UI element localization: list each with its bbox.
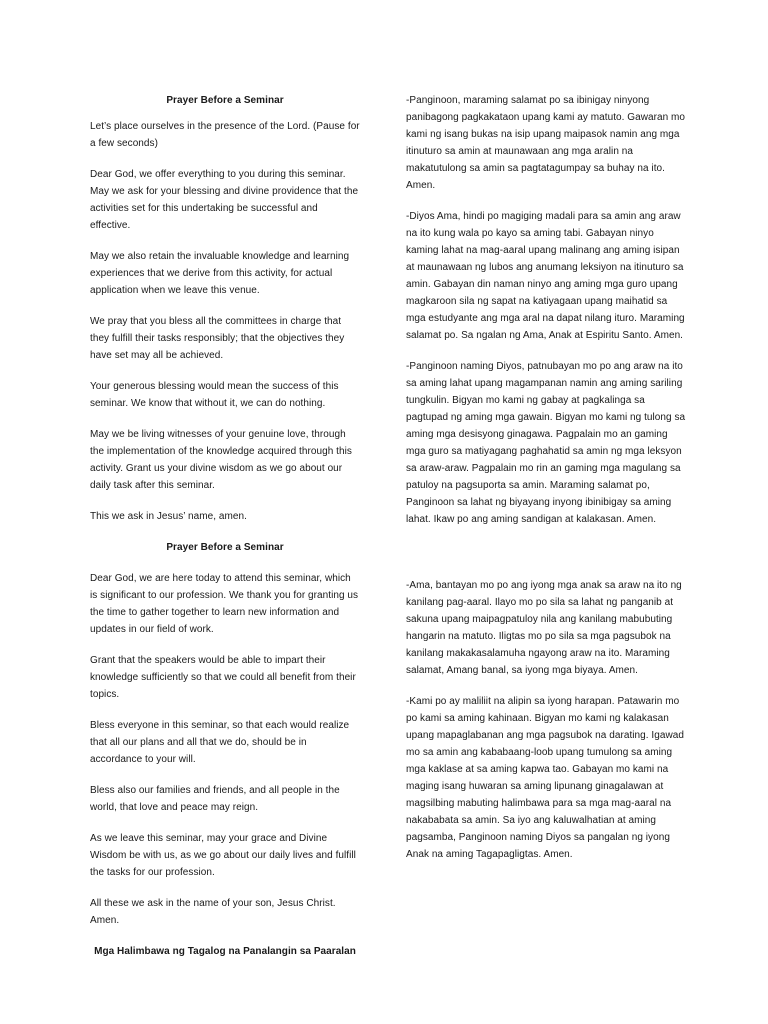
paragraph: As we leave this seminar, may your grace and Divine Wisdom be with us, as we go about our daily lives and fulfill the tasks for our profession. bbox=[90, 833, 356, 878]
paragraph: May we be living witnesses of your genuine love, through the implementation of the knowledge acquired through this activity. Grant us your divine wisdom as we go about our daily task after this seminar. bbox=[90, 429, 352, 491]
paragraph: Dear God, we are here today to attend this seminar, which is significant to our profession. We thank you for granting us the time to gather together to learn new information and updates in our field of work. bbox=[90, 573, 359, 635]
left-column bbox=[90, 92, 360, 960]
paragraph: Your generous blessing would mean the success of this seminar. We know that without it, we can do nothing. bbox=[90, 381, 339, 409]
tagalog-prayer: -Ama, bantayan mo po ang iyong mga anak sa araw na ito ng kanilang pag-aaral. Ilayo mo po sila sa lahat ng panganib at sakuna upang maipagpatuloy nila ang kanilang mabubuting hangarin na matuto. Iligtas mo po sila sa mga pagsubok na kanilang makakasalamuha ngayong araw na ito. Maraming salamat, Amang banal, sa iyong mga biyaya. Amen. bbox=[406, 580, 682, 676]
tagalog-prayers-title: Mga Halimbawa ng Tagalog na Panalangin sa Paaralan bbox=[94, 946, 356, 957]
paragraph: Bless everyone in this seminar, so that each would realize that all our plans and all that we do, should be in accordance to your will. bbox=[90, 720, 350, 765]
paragraph: All these we ask in the name of your son, Jesus Christ. Amen. bbox=[90, 898, 336, 926]
paragraph: Bless also our families and friends, and all people in the world, that love and peace may reign. bbox=[90, 785, 340, 813]
paragraph: Let’s place ourselves in the presence of the Lord. (Pause for a few seconds) bbox=[90, 121, 360, 149]
paragraph: Dear God, we offer everything to you during this seminar. May we ask for your blessing and divine providence that the activities set for this undertaking be successful and effective. bbox=[90, 169, 359, 231]
prayer-title-1: Prayer Before a Seminar bbox=[166, 95, 284, 106]
paragraph: Grant that the speakers would be able to impart their knowledge sufficiently so that we could all benefit from their topics. bbox=[90, 655, 356, 700]
paragraph: This we ask in Jesus’ name, amen. bbox=[90, 511, 247, 522]
spacer bbox=[406, 542, 688, 577]
tagalog-prayer: -Diyos Ama, hindi po magiging madali para sa amin ang araw na ito kung wala po kayo sa aming tabi. Gabayan ninyo kaming lahat na mag-aaral upang malinang ang aming isipan at maunawaan ng lubos ang anumang leksiyon na itinuturo sa amin. Gabayan din naman ninyo ang aming mga guro upang magkaroon sila ng sapat na katiyagaan upang maihatid sa mga estudyante ang mga aral na dapat nilang ituro. Maraming salamat po. Sa ngalan ng Ama, Anak at Espiritu Santo. Amen. bbox=[406, 211, 685, 341]
tagalog-prayer: -Panginoon naming Diyos, patnubayan mo po ang araw na ito sa aming lahat upang magampanan namin ang aming sariling tungkulin. Bigyan mo kami ng gabay at pagkalinga sa pagtupad ng aming mga gawain. Bigyan mo kami ng tulong sa aming mga desisyong ginagawa. Pagpalain mo an gaming mga guro sa matiyagang paghahatid sa amin ng mga leksyon sa araw-araw. Pagpalain mo rin an gaming mga magulang sa patuloy na pagsuporta sa amin. Maraming salamat po, Panginoon sa lahat ng biyayang inyong ibinibigay sa aming lahat. Ikaw po ang aming sandigan at kalakasan. Amen. bbox=[406, 361, 686, 525]
tagalog-prayer: -Panginoon, maraming salamat po sa ibinigay ninyong panibagong pagkakataon upang kami ay matuto. Gawaran mo kami ng isang bukas na isip upang maipasok namin ang mga itinuturo sa amin at maunawaan ang mga aralin na makatutulong sa amin sa pagtatagumpay sa buhay na ito. Amen. bbox=[406, 95, 686, 191]
paragraph: May we also retain the invaluable knowledge and learning experiences that we derive from this activity, for actual application when we leave this venue. bbox=[90, 251, 350, 296]
tagalog-prayer: -Kami po ay maliliit na alipin sa iyong harapan. Patawarin mo po kami sa aming kahinaan. Bigyan mo kami ng kalakasan upang mapaglabanan ang mga pagsubok na darating. Igawad mo sa amin ang kababaang-loob upang tumulong sa aming mga kaklase at sa aming kapwa tao. Gabayan mo kami na maging isang huwaran sa aming lipunang ginagalawan at magsilbing mabuting halimbawa para sa mga mag-aaral na nakababata sa amin. Sa iyo ang kaluwalhatian at aming pagsamba, Panginoon naming Diyos sa pangalan ng iyong Anak na aming Tagapagligtas. Amen. bbox=[406, 696, 684, 860]
prayer-title-2: Prayer Before a Seminar bbox=[166, 542, 284, 553]
paragraph: We pray that you bless all the committees in charge that they fulfill their tasks responsibly; that the objectives they have set may all be achieved. bbox=[90, 316, 345, 361]
right-column bbox=[406, 92, 688, 877]
